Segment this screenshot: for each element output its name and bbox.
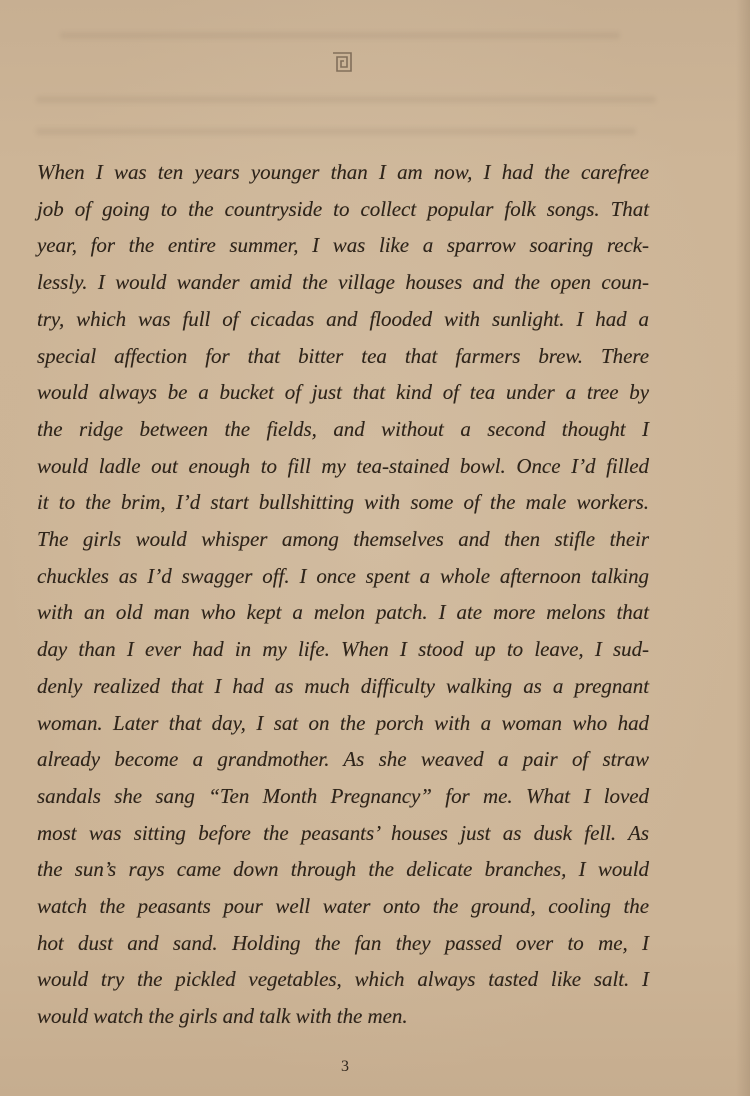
- text-line: woman. Later that day, I sat on the porch with a woman who had: [37, 710, 649, 735]
- text-line: with an old man who kept a melon patch. I ate more melons that: [37, 600, 649, 625]
- text-line: already become a grandmother. As she weaved a pair of straw: [37, 747, 649, 772]
- text-line: sandals she sang “Ten Month Pregnancy” for me. What I loved: [37, 783, 649, 808]
- text-line: year, for the entire summer, I was like a sparrow soaring reck-: [37, 233, 649, 258]
- text-line: special affection for that bitter tea that farmers brew. There: [37, 343, 649, 368]
- text-line: job of going to the countryside to collect popular folk songs. That: [37, 196, 649, 221]
- body-paragraph: [37, 154, 649, 1035]
- text-line: would ladle out enough to fill my tea-stained bowl. Once I’d filled: [37, 453, 649, 478]
- bleed-through-line: [60, 32, 620, 39]
- text-line: would watch the girls and talk with the men.: [37, 1004, 408, 1029]
- text-line: the ridge between the fields, and without a second thought I: [37, 416, 649, 441]
- text-line: would always be a bucket of just that kind of tea under a tree by: [37, 380, 649, 405]
- page-number: 3: [341, 1058, 349, 1075]
- text-line: hot dust and sand. Holding the fan they passed over to me, I: [37, 930, 649, 955]
- text-line: it to the brim, I’d start bullshitting with some of the male workers.: [37, 490, 649, 515]
- text-line: try, which was full of cicadas and flooded with sunlight. I had a: [37, 306, 649, 331]
- text-line: When I was ten years younger than I am now, I had the carefree: [37, 160, 649, 184]
- bleed-through-line: [36, 96, 656, 103]
- text-line: chuckles as I’d swagger off. I once spent a whole afternoon talking: [37, 563, 649, 588]
- text-line: denly realized that I had as much difficulty walking as a pregnant: [37, 673, 649, 698]
- bleed-through-line: [36, 128, 636, 135]
- text-line: lessly. I would wander amid the village houses and the open coun-: [37, 270, 649, 295]
- text-line: watch the peasants pour well water onto the ground, cooling the: [37, 894, 649, 919]
- text-line: most was sitting before the peasants’ houses just as dusk fell. As: [37, 820, 649, 845]
- greek-key-fret-icon: [331, 51, 353, 73]
- text-line: day than I ever had in my life. When I stood up to leave, I sud-: [37, 637, 649, 662]
- text-line: The girls would whisper among themselves and then stifle their: [37, 527, 649, 552]
- page-edge-shadow: [736, 0, 750, 1096]
- text-line: the sun’s rays came down through the delicate branches, I would: [37, 857, 649, 882]
- text-line: would try the pickled vegetables, which always tasted like salt. I: [37, 967, 649, 992]
